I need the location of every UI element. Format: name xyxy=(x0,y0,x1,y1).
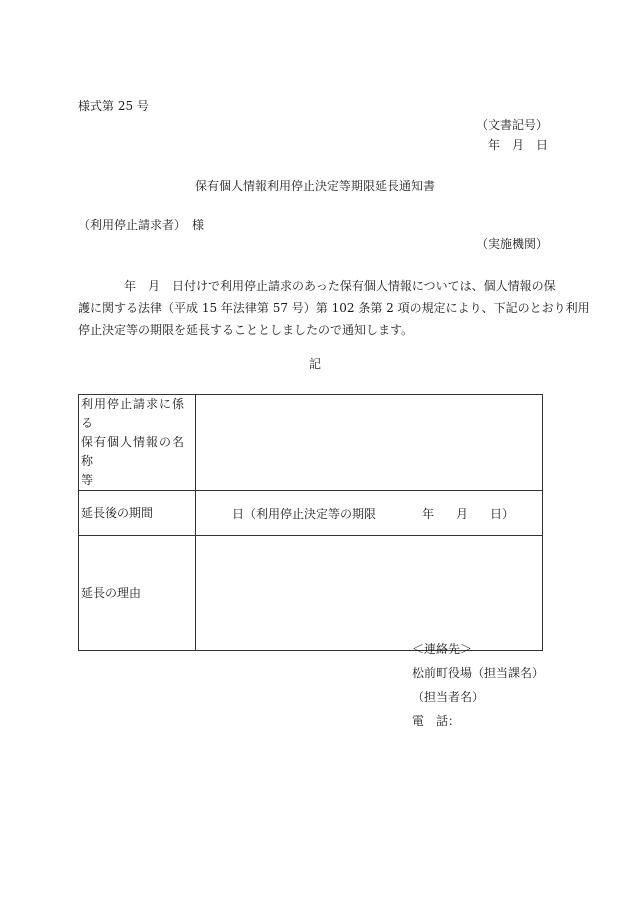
issuing-agency: （実施機関） xyxy=(475,237,548,251)
table-row xyxy=(79,536,543,651)
contact-phone: 電 話： xyxy=(412,714,461,728)
body-paragraph xyxy=(78,275,590,341)
document-title: 保有個人情報利用停止決定等期限延長通知書 xyxy=(194,179,435,193)
body-line-2: 護に関する法律（平成 15 年法律第 57 号）第 102 条第 2 項の規定により、下記のとおり利用 xyxy=(78,301,590,315)
table-row xyxy=(79,395,543,491)
addressee: （利用停止請求者） 様 xyxy=(78,218,205,232)
contact-person: （担当者名） xyxy=(412,690,485,704)
body-line-3: 停止決定等の期限を延長することとしましたので通知します。 xyxy=(78,323,414,337)
extension-reason-value[interactable] xyxy=(196,536,543,651)
extension-reason-label: 延長の理由 xyxy=(79,536,196,651)
record-table xyxy=(78,394,543,651)
extension-period-label: 延長後の期間 xyxy=(79,491,196,536)
table-row xyxy=(79,491,543,536)
info-name-label-line-3: 等 xyxy=(81,473,95,487)
ki-heading: 記 xyxy=(308,357,321,371)
contact-block xyxy=(412,637,544,733)
period-day-text: 日（利用停止決定等の期限 xyxy=(232,506,377,521)
info-name-label-line-1: 利用停止請求に係る xyxy=(81,397,186,430)
period-year: 年 xyxy=(422,506,435,521)
extension-period-value[interactable] xyxy=(196,491,543,536)
info-name-label xyxy=(79,395,196,491)
info-name-label-line-2: 保有個人情報の名称 xyxy=(81,435,186,468)
period-month: 月 xyxy=(456,506,469,521)
contact-office: 松前町役場（担当課名） xyxy=(412,666,545,680)
date-line: 年 月 日 xyxy=(487,138,548,152)
form-number: 様式第 25 号 xyxy=(78,99,149,113)
document-reference: （文書記号） xyxy=(475,118,548,132)
extension-period-text xyxy=(198,505,540,522)
info-name-value[interactable] xyxy=(196,395,543,491)
period-date: 日） xyxy=(490,506,515,521)
contact-heading: ＜連絡先＞ xyxy=(412,642,473,656)
body-line-1: 年 月 日付けで利用停止請求のあった保有個人情報については、個人情報の保 xyxy=(124,279,556,293)
